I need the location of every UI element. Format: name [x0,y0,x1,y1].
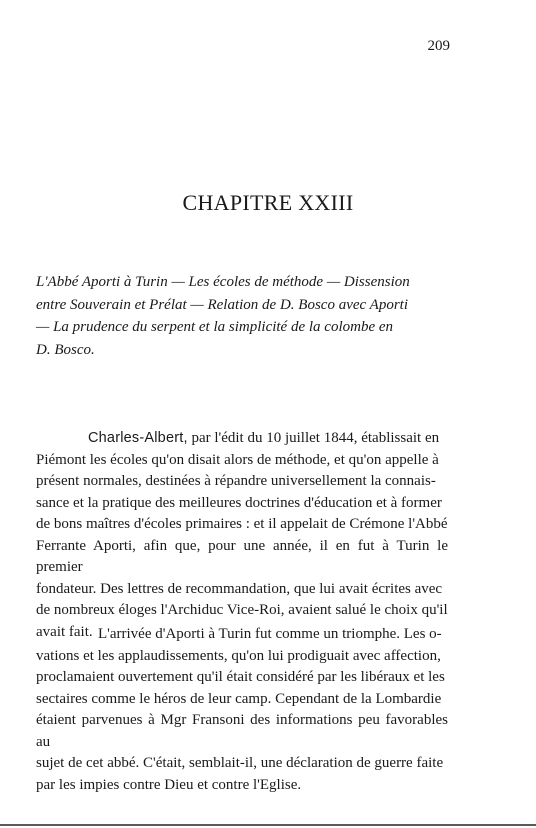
paragraph-text: par l'édit du 10 juillet 1844, établissait en [187,430,440,446]
chapter-summary [36,271,448,361]
paragraph-line: avait fait. [36,623,93,640]
paragraph-text: L'arrivée d'Aporti à Turin fut comme un triomphe. Les o- [98,626,442,642]
chapter-title: CHAPITRE XXIII [182,190,354,215]
paragraph-line: Ferrante Aporti, afin que, pour une année, il en fut à Turin le premier [36,537,448,575]
paragraph-line: Piémont les écoles qu'on disait alors de méthode, et qu'on appelle à [36,451,439,468]
paragraph-line [36,428,448,450]
paragraph-line: présent normales, destinées à répandre universellement la connais- [36,473,436,489]
paragraph-2 [36,624,448,796]
paragraph-line: sujet de cet abbé. C'était, semblait-il, une déclaration de guerre faite [36,755,444,771]
paragraph-line: par les impies contre Dieu et contre l'Eglise. [36,776,302,793]
summary-line: D. Bosco. [36,341,95,358]
summary-line: entre Souverain et Prélat — Relation de D. Bosco avec Aporti [36,296,408,313]
paragraph-line: proclamaient ouvertement qu'il était considéré par les libéraux et les [36,669,445,685]
paragraph-1 [36,428,448,643]
paragraph-line [36,624,448,646]
paragraph-line: étaient parvenues à Mgr Fransoni des informations peu favorables au [36,712,448,750]
paragraph-line: de nombreux éloges l'Archiduc Vice-Roi, avaient salué le choix qu'il [36,602,448,618]
paragraph-line: sance et la pratique des meilleures doctrines d'éducation et à former [36,494,442,511]
paragraph-line: vations et les applaudissements, qu'on lui prodiguait avec affection, [36,647,441,664]
paragraph-line: sectaires comme le héros de leur camp. Cependant de la Lombardie [36,690,442,707]
paragraph-line: fondateur. Des lettres de recommandation, que lui avait écrites avec [36,580,443,597]
summary-line: — La prudence du serpent et la simplicité de la colombe en [36,319,394,335]
lead-word: Charles-Albert, [88,430,188,446]
page-bottom-rule [0,824,536,826]
paragraph-line: de bons maîtres d'écoles primaires : et il appelait de Crémone l'Abbé [36,516,448,532]
summary-line: L'Abbé Aporti à Turin — Les écoles de méthode — Dissension [36,274,410,290]
page-number: 209 [427,38,450,54]
